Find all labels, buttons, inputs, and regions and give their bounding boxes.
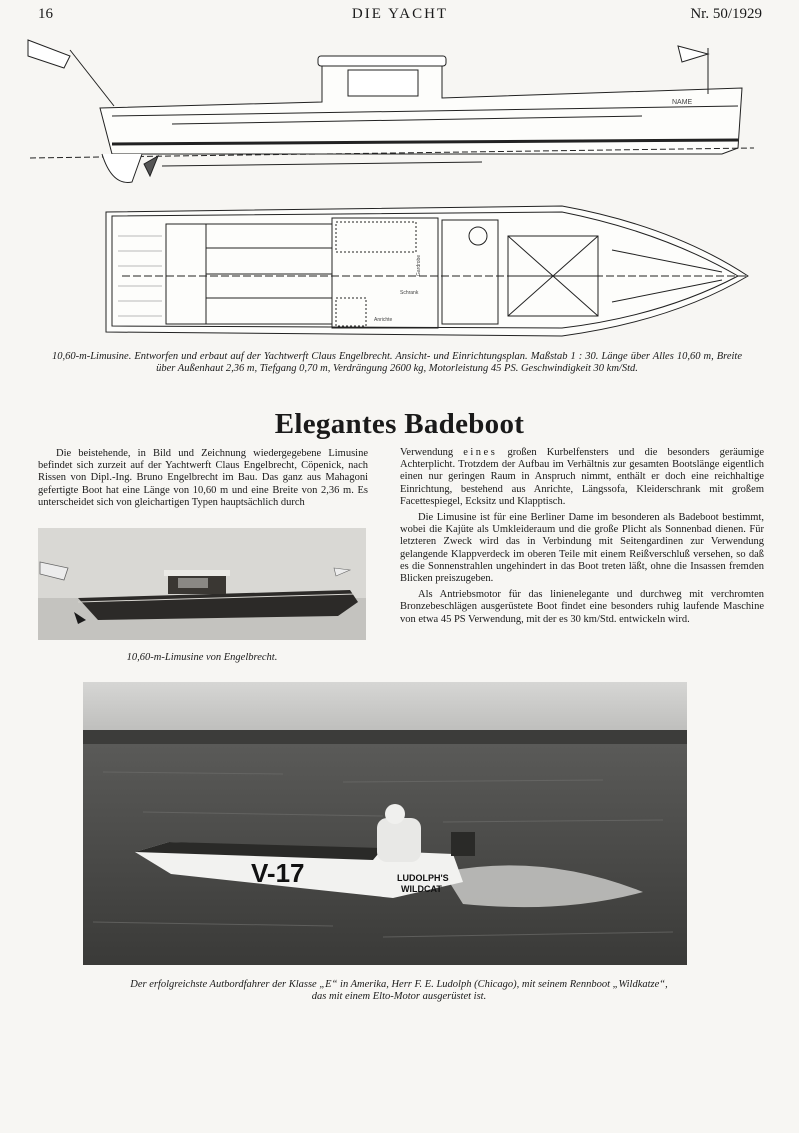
limousine-photo [38, 528, 366, 640]
page-header [38, 6, 762, 28]
propeller [144, 156, 158, 176]
rudder [102, 154, 142, 182]
right-paragraph-3: Als Antriebsmotor für das linienelegante und durchweg mit verchromten Bronzebeschlägen ausgerüstete Boot findet eine besonders ruhig laufende Maschine von etwa 45 PS Verwendung, mit der es 30 km/Std. entwickeln wird. [400, 589, 764, 625]
boat-plan-drawing [22, 36, 762, 346]
right-paragraph-1-rest: großen Kurbelfensters und die besonders geräumige Achterplicht. Trotzdem der Aufbau im Verhältnis zur gesamten Bootslänge eigentlich einen nur geringen Raum in Anspruch nimmt, enthält er doch eine reichhaltige Einrichtung, bestehend aus Anrichte, Längssofa, Kleiderschrank mit großem Facettespiegel, Ecksitz und Klapptisch. [400, 447, 764, 507]
bow-flag [678, 46, 708, 62]
left-column [38, 448, 368, 513]
hull-number: V-17 [251, 858, 305, 888]
label-gardrobe: Gardrobe [416, 254, 422, 276]
right-paragraph-1-spaced: eines [463, 447, 498, 458]
page-number: 16 [38, 6, 53, 22]
race-boat-photo [83, 682, 687, 965]
magazine-title: DIE YACHT [351, 6, 449, 22]
label-anrichte: Anrichte [374, 317, 393, 323]
left-paragraph-1: Die beistehende, in Bild und Zeichnung wiedergegebene Limusine befindet sich zurzeit auf der Yachtwerft Claus Engelbrecht, Cöpenick, nach Rissen von Dipl.-Ing. Bruno Engelbrecht im Bau. Das ganz aus Mahagoni gefertigte Boot hat eine Länge von 10,60 m und eine Breite von 2,36 m. Es unterscheidet sich von gleichartigen Typen hauptsächlich durch [38, 448, 368, 508]
right-column [400, 447, 764, 630]
boat-name-line2: WILDCAT [401, 884, 442, 894]
boat-plan-svg [22, 36, 762, 346]
label-schrank: Schrank [400, 290, 419, 296]
stern-flag [28, 40, 70, 68]
article-title: Elegantes Badeboot [274, 408, 525, 440]
issue-number: Nr. 50/1929 [690, 6, 762, 22]
right-paragraph-1-start: Verwendung [400, 447, 454, 458]
cabin-roof [318, 56, 446, 66]
race-boat-caption [48, 979, 750, 1003]
hull-name-label: NAME [672, 99, 693, 106]
plan-hull [106, 206, 748, 336]
limousine-photo-caption: 10,60-m-Limusine von Engelbrecht. [126, 652, 278, 663]
race-boat-caption-line2: das mit einem Elto-Motor ausgerüstet ist. [311, 991, 487, 1002]
race-boat-caption-line1: Der erfolgreichste Autbordfahrer der Klasse „E“ in Amerika, Herr F. E. Ludolph (Chicago), mit seinem Rennboot „Wildkatze“, [130, 979, 668, 990]
drawing-caption: 10,60-m-Limusine. Entworfen und erbaut auf der Yachtwerft Claus Engelbrecht. Ansicht- und Einrichtungsplan. Maßstab 1 : 30. Länge über Alles 10,60 m, Breite über Außenhaut 2,36 m, Tiefgang 0,70 m, Verdrängung 2600 kg, Motorleistung 45 PS. Geschwindigkeit 30 km/Std. [52, 351, 742, 374]
right-paragraph-2: Die Limusine ist für eine Berliner Dame im besonderen als Badeboot bestimmt, wobei die Kajüte als Umkleideraum und die große Plicht als Sonnenbad dienen. Für letzteren Zweck wird das in Verbindung mit Seitengardinen zur Verwendung gelangende Klappverdeck im oberen Teile mit einem Reißverschluß versehen, so daß es die Sonnenstrahlen ungehindert in das Boot treten läßt, ohne die Insassen fremden Blicken preiszugeben. [400, 512, 764, 585]
limousine-photo-svg [38, 528, 366, 640]
right-paragraph-1 [400, 447, 764, 508]
race-boat-photo-svg [83, 682, 687, 965]
cabin-window [348, 70, 418, 96]
boat-name-line1: LUDOLPH'S [397, 873, 449, 883]
